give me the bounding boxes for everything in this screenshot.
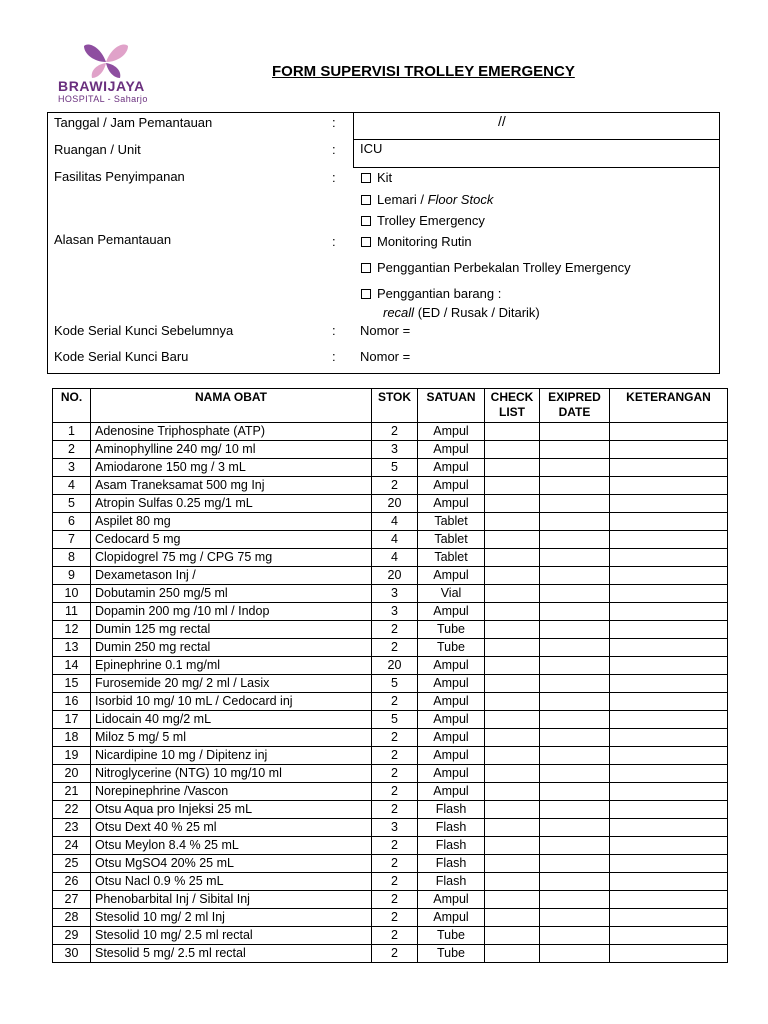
cell-checklist[interactable] bbox=[485, 927, 540, 945]
cell-unit: Ampul bbox=[418, 729, 485, 747]
cell-notes[interactable] bbox=[610, 891, 728, 909]
cell-expired-date[interactable] bbox=[540, 603, 610, 621]
col-header-stock: STOK bbox=[372, 389, 418, 423]
table-row bbox=[53, 783, 728, 801]
new-key-label: Kode Serial Kunci Baru bbox=[54, 349, 189, 364]
cell-notes[interactable] bbox=[610, 855, 728, 873]
cell-drug-name: Aspilet 80 mg bbox=[91, 513, 372, 531]
col-header-unit: SATUAN bbox=[418, 389, 485, 423]
cell-drug-name: Stesolid 10 mg/ 2 ml Inj bbox=[91, 909, 372, 927]
cell-notes[interactable] bbox=[610, 459, 728, 477]
cell-unit: Ampul bbox=[418, 603, 485, 621]
table-row bbox=[53, 819, 728, 837]
checkbox-icon[interactable] bbox=[361, 289, 371, 299]
cell-drug-name: Aminophylline 240 mg/ 10 ml bbox=[91, 441, 372, 459]
logo-name: BRAWIJAYA bbox=[58, 78, 145, 94]
table-row bbox=[53, 927, 728, 945]
cell-no: 26 bbox=[53, 873, 91, 891]
cell-expired-date[interactable] bbox=[540, 819, 610, 837]
checkbox-icon[interactable] bbox=[361, 216, 371, 226]
table-row bbox=[53, 585, 728, 603]
table-header-row bbox=[53, 389, 728, 423]
room-field[interactable]: ICU bbox=[360, 141, 383, 156]
cell-expired-date[interactable] bbox=[540, 567, 610, 585]
cell-notes[interactable] bbox=[610, 801, 728, 819]
table-row bbox=[53, 639, 728, 657]
cell-drug-name: Furosemide 20 mg/ 2 ml / Lasix bbox=[91, 675, 372, 693]
cell-notes[interactable] bbox=[610, 783, 728, 801]
cell-stock: 2 bbox=[372, 837, 418, 855]
cell-stock: 2 bbox=[372, 693, 418, 711]
cell-unit: Ampul bbox=[418, 441, 485, 459]
cell-unit: Ampul bbox=[418, 765, 485, 783]
option-label: Kit bbox=[377, 170, 393, 185]
cell-expired-date[interactable] bbox=[540, 837, 610, 855]
cell-unit: Tube bbox=[418, 621, 485, 639]
room-label: Ruangan / Unit bbox=[54, 142, 141, 157]
cell-checklist[interactable] bbox=[485, 513, 540, 531]
cell-stock: 2 bbox=[372, 801, 418, 819]
option-label: Trolley Emergency bbox=[377, 213, 485, 228]
table-row bbox=[53, 711, 728, 729]
table-row bbox=[53, 675, 728, 693]
cell-checklist[interactable] bbox=[485, 639, 540, 657]
table-row bbox=[53, 567, 728, 585]
cell-expired-date[interactable] bbox=[540, 765, 610, 783]
table-row bbox=[53, 837, 728, 855]
cell-stock: 3 bbox=[372, 585, 418, 603]
option-label: Monitoring Rutin bbox=[377, 234, 472, 249]
cell-stock: 4 bbox=[372, 513, 418, 531]
cell-stock: 2 bbox=[372, 765, 418, 783]
checkbox-icon[interactable] bbox=[361, 263, 371, 273]
cell-no: 30 bbox=[53, 945, 91, 963]
cell-notes[interactable] bbox=[610, 549, 728, 567]
cell-checklist[interactable] bbox=[485, 549, 540, 567]
cell-checklist[interactable] bbox=[485, 693, 540, 711]
cell-unit: Ampul bbox=[418, 711, 485, 729]
cell-stock: 2 bbox=[372, 909, 418, 927]
cell-expired-date[interactable] bbox=[540, 693, 610, 711]
cell-checklist[interactable] bbox=[485, 423, 540, 441]
cell-expired-date[interactable] bbox=[540, 621, 610, 639]
cell-expired-date[interactable] bbox=[540, 783, 610, 801]
cell-notes[interactable] bbox=[610, 927, 728, 945]
cell-no: 10 bbox=[53, 585, 91, 603]
cell-drug-name: Phenobarbital Inj / Sibital Inj bbox=[91, 891, 372, 909]
cell-drug-name: Otsu Nacl 0.9 % 25 mL bbox=[91, 873, 372, 891]
cell-drug-name: Dumin 125 mg rectal bbox=[91, 621, 372, 639]
cell-checklist[interactable] bbox=[485, 495, 540, 513]
cell-checklist[interactable] bbox=[485, 603, 540, 621]
cell-checklist[interactable] bbox=[485, 531, 540, 549]
col-header-expired: EXIPRED DATE bbox=[540, 389, 610, 423]
reason-option-goods[interactable] bbox=[361, 286, 501, 301]
cell-checklist[interactable] bbox=[485, 765, 540, 783]
cell-unit: Ampul bbox=[418, 459, 485, 477]
cell-notes[interactable] bbox=[610, 639, 728, 657]
cell-expired-date[interactable] bbox=[540, 513, 610, 531]
cell-unit: Tablet bbox=[418, 513, 485, 531]
cell-checklist[interactable] bbox=[485, 729, 540, 747]
cell-stock: 2 bbox=[372, 729, 418, 747]
cell-no: 17 bbox=[53, 711, 91, 729]
cell-stock: 2 bbox=[372, 639, 418, 657]
recall-note bbox=[383, 305, 540, 320]
table-row bbox=[53, 909, 728, 927]
cell-checklist[interactable] bbox=[485, 621, 540, 639]
cell-no: 8 bbox=[53, 549, 91, 567]
col-header-name: NAMA OBAT bbox=[91, 389, 372, 423]
cell-no: 21 bbox=[53, 783, 91, 801]
reason-option-replacement[interactable] bbox=[361, 260, 631, 275]
cell-no: 22 bbox=[53, 801, 91, 819]
cell-notes[interactable] bbox=[610, 945, 728, 963]
cell-drug-name: Dopamin 200 mg /10 ml / Indop bbox=[91, 603, 372, 621]
butterfly-logo-icon bbox=[82, 42, 130, 80]
cell-notes[interactable] bbox=[610, 819, 728, 837]
cell-no: 27 bbox=[53, 891, 91, 909]
table-row bbox=[53, 423, 728, 441]
cell-stock: 5 bbox=[372, 711, 418, 729]
cell-unit: Tube bbox=[418, 927, 485, 945]
cell-unit: Ampul bbox=[418, 657, 485, 675]
colon: : bbox=[332, 323, 336, 338]
cell-expired-date[interactable] bbox=[540, 945, 610, 963]
cell-unit: Flash bbox=[418, 837, 485, 855]
col-header-checklist: CHECK LIST bbox=[485, 389, 540, 423]
cell-notes[interactable] bbox=[610, 729, 728, 747]
cell-stock: 20 bbox=[372, 495, 418, 513]
reason-label: Alasan Pemantauan bbox=[54, 232, 172, 247]
cell-unit: Flash bbox=[418, 855, 485, 873]
col-header-no: NO. bbox=[53, 389, 91, 423]
option-label-italic: Floor Stock bbox=[427, 192, 494, 207]
cell-notes[interactable] bbox=[610, 765, 728, 783]
cell-stock: 20 bbox=[372, 567, 418, 585]
cell-drug-name: Miloz 5 mg/ 5 ml bbox=[91, 729, 372, 747]
table-row bbox=[53, 513, 728, 531]
cell-notes[interactable] bbox=[610, 423, 728, 441]
cell-expired-date[interactable] bbox=[540, 855, 610, 873]
cell-checklist[interactable] bbox=[485, 567, 540, 585]
cell-notes[interactable] bbox=[610, 675, 728, 693]
cell-notes[interactable] bbox=[610, 747, 728, 765]
reason-option-routine[interactable] bbox=[361, 234, 472, 249]
date-label: Tanggal / Jam Pemantauan bbox=[54, 115, 213, 130]
cell-unit: Tube bbox=[418, 945, 485, 963]
cell-expired-date[interactable] bbox=[540, 711, 610, 729]
cell-unit: Flash bbox=[418, 801, 485, 819]
cell-no: 16 bbox=[53, 693, 91, 711]
cell-notes[interactable] bbox=[610, 621, 728, 639]
cell-stock: 2 bbox=[372, 783, 418, 801]
cell-checklist[interactable] bbox=[485, 891, 540, 909]
cell-notes[interactable] bbox=[610, 531, 728, 549]
cell-drug-name: Isorbid 10 mg/ 10 mL / Cedocard inj bbox=[91, 693, 372, 711]
storage-option-trolley[interactable] bbox=[361, 213, 485, 228]
cell-checklist[interactable] bbox=[485, 909, 540, 927]
checkbox-icon[interactable] bbox=[361, 237, 371, 247]
table-row bbox=[53, 657, 728, 675]
cell-drug-name: Amiodarone 150 mg / 3 mL bbox=[91, 459, 372, 477]
cell-expired-date[interactable] bbox=[540, 639, 610, 657]
cell-checklist[interactable] bbox=[485, 711, 540, 729]
cell-drug-name: Otsu MgSO4 20% 25 mL bbox=[91, 855, 372, 873]
cell-expired-date[interactable] bbox=[540, 675, 610, 693]
cell-drug-name: Dobutamin 250 mg/5 ml bbox=[91, 585, 372, 603]
cell-stock: 5 bbox=[372, 675, 418, 693]
cell-no: 1 bbox=[53, 423, 91, 441]
cell-notes[interactable] bbox=[610, 603, 728, 621]
cell-expired-date[interactable] bbox=[540, 477, 610, 495]
cell-notes[interactable] bbox=[610, 585, 728, 603]
cell-drug-name: Nicardipine 10 mg / Dipitenz inj bbox=[91, 747, 372, 765]
table-row bbox=[53, 747, 728, 765]
cell-expired-date[interactable] bbox=[540, 531, 610, 549]
cell-notes[interactable] bbox=[610, 873, 728, 891]
cell-stock: 2 bbox=[372, 891, 418, 909]
cell-drug-name: Otsu Dext 40 % 25 ml bbox=[91, 819, 372, 837]
cell-expired-date[interactable] bbox=[540, 729, 610, 747]
cell-no: 23 bbox=[53, 819, 91, 837]
cell-stock: 2 bbox=[372, 423, 418, 441]
cell-checklist[interactable] bbox=[485, 657, 540, 675]
cell-no: 25 bbox=[53, 855, 91, 873]
cell-checklist[interactable] bbox=[485, 801, 540, 819]
cell-stock: 3 bbox=[372, 441, 418, 459]
cell-no: 29 bbox=[53, 927, 91, 945]
cell-notes[interactable] bbox=[610, 909, 728, 927]
cell-stock: 2 bbox=[372, 927, 418, 945]
cell-expired-date[interactable] bbox=[540, 423, 610, 441]
cell-stock: 2 bbox=[372, 477, 418, 495]
cell-drug-name: Epinephrine 0.1 mg/ml bbox=[91, 657, 372, 675]
cell-drug-name: Dexametason Inj / bbox=[91, 567, 372, 585]
cell-drug-name: Clopidogrel 75 mg / CPG 75 mg bbox=[91, 549, 372, 567]
cell-stock: 2 bbox=[372, 873, 418, 891]
table-row bbox=[53, 621, 728, 639]
cell-drug-name: Asam Traneksamat 500 mg Inj bbox=[91, 477, 372, 495]
col-header-notes: KETERANGAN bbox=[610, 389, 728, 423]
cell-stock: 4 bbox=[372, 549, 418, 567]
cell-expired-date[interactable] bbox=[540, 657, 610, 675]
option-label: Penggantian barang : bbox=[377, 286, 502, 301]
cell-no: 28 bbox=[53, 909, 91, 927]
cell-unit: Tablet bbox=[418, 531, 485, 549]
cell-no: 7 bbox=[53, 531, 91, 549]
cell-checklist[interactable] bbox=[485, 747, 540, 765]
cell-no: 9 bbox=[53, 567, 91, 585]
colon: : bbox=[332, 234, 336, 249]
colon: : bbox=[332, 170, 336, 185]
cell-expired-date[interactable] bbox=[540, 459, 610, 477]
cell-notes[interactable] bbox=[610, 711, 728, 729]
cell-stock: 4 bbox=[372, 531, 418, 549]
divider bbox=[353, 139, 720, 140]
table-row bbox=[53, 801, 728, 819]
cell-stock: 2 bbox=[372, 945, 418, 963]
recall-rest: (ED / Rusak / Ditarik) bbox=[414, 305, 540, 320]
cell-drug-name: Lidocain 40 mg/2 mL bbox=[91, 711, 372, 729]
table-row bbox=[53, 441, 728, 459]
cell-no: 12 bbox=[53, 621, 91, 639]
cell-unit: Flash bbox=[418, 873, 485, 891]
cell-expired-date[interactable] bbox=[540, 585, 610, 603]
cell-stock: 20 bbox=[372, 657, 418, 675]
cell-drug-name: Nitroglycerine (NTG) 10 mg/10 ml bbox=[91, 765, 372, 783]
table-row bbox=[53, 873, 728, 891]
cell-no: 24 bbox=[53, 837, 91, 855]
cell-no: 6 bbox=[53, 513, 91, 531]
colon: : bbox=[332, 349, 336, 364]
cell-drug-name: Atropin Sulfas 0.25 mg/1 mL bbox=[91, 495, 372, 513]
table-row bbox=[53, 945, 728, 963]
cell-checklist[interactable] bbox=[485, 945, 540, 963]
storage-label: Fasilitas Penyimpanan bbox=[54, 169, 185, 184]
cell-drug-name: Cedocard 5 mg bbox=[91, 531, 372, 549]
cell-stock: 3 bbox=[372, 603, 418, 621]
cell-notes[interactable] bbox=[610, 441, 728, 459]
cell-checklist[interactable] bbox=[485, 585, 540, 603]
cell-checklist[interactable] bbox=[485, 441, 540, 459]
cell-drug-name: Otsu Aqua pro Injeksi 25 mL bbox=[91, 801, 372, 819]
cell-checklist[interactable] bbox=[485, 477, 540, 495]
cell-no: 14 bbox=[53, 657, 91, 675]
cell-no: 4 bbox=[53, 477, 91, 495]
cell-no: 13 bbox=[53, 639, 91, 657]
cell-drug-name: Adenosine Triphosphate (ATP) bbox=[91, 423, 372, 441]
cell-no: 3 bbox=[53, 459, 91, 477]
colon: : bbox=[332, 115, 336, 130]
table-row bbox=[53, 459, 728, 477]
option-label: Lemari / bbox=[377, 192, 428, 207]
cell-unit: Vial bbox=[418, 585, 485, 603]
cell-checklist[interactable] bbox=[485, 855, 540, 873]
cell-expired-date[interactable] bbox=[540, 891, 610, 909]
cell-unit: Ampul bbox=[418, 477, 485, 495]
cell-checklist[interactable] bbox=[485, 675, 540, 693]
cell-expired-date[interactable] bbox=[540, 801, 610, 819]
cell-unit: Tablet bbox=[418, 549, 485, 567]
prev-key-field[interactable]: Nomor = bbox=[360, 323, 411, 338]
cell-expired-date[interactable] bbox=[540, 873, 610, 891]
cell-notes[interactable] bbox=[610, 513, 728, 531]
table-body bbox=[53, 423, 728, 963]
cell-stock: 2 bbox=[372, 855, 418, 873]
cell-unit: Ampul bbox=[418, 891, 485, 909]
table-row bbox=[53, 531, 728, 549]
date-field[interactable]: // bbox=[498, 113, 506, 129]
cell-unit: Ampul bbox=[418, 747, 485, 765]
cell-drug-name: Stesolid 5 mg/ 2.5 ml rectal bbox=[91, 945, 372, 963]
table-row bbox=[53, 729, 728, 747]
cell-unit: Ampul bbox=[418, 495, 485, 513]
cell-unit: Ampul bbox=[418, 675, 485, 693]
colon: : bbox=[332, 142, 336, 157]
option-label: Penggantian Perbekalan Trolley Emergency bbox=[377, 260, 631, 275]
cell-notes[interactable] bbox=[610, 567, 728, 585]
cell-expired-date[interactable] bbox=[540, 495, 610, 513]
cell-checklist[interactable] bbox=[485, 837, 540, 855]
cell-unit: Flash bbox=[418, 819, 485, 837]
cell-drug-name: Norepinephrine /Vascon bbox=[91, 783, 372, 801]
cell-checklist[interactable] bbox=[485, 783, 540, 801]
cell-no: 5 bbox=[53, 495, 91, 513]
page-title: FORM SUPERVISI TROLLEY EMERGENCY bbox=[272, 63, 575, 80]
table-row bbox=[53, 603, 728, 621]
cell-notes[interactable] bbox=[610, 693, 728, 711]
logo-subtitle: HOSPITAL - Saharjo bbox=[58, 94, 148, 104]
cell-unit: Ampul bbox=[418, 567, 485, 585]
cell-no: 15 bbox=[53, 675, 91, 693]
divider bbox=[353, 113, 354, 168]
checkbox-icon[interactable] bbox=[361, 195, 371, 205]
cell-no: 2 bbox=[53, 441, 91, 459]
cell-drug-name: Dumin 250 mg rectal bbox=[91, 639, 372, 657]
cell-checklist[interactable] bbox=[485, 819, 540, 837]
cell-no: 11 bbox=[53, 603, 91, 621]
cell-checklist[interactable] bbox=[485, 873, 540, 891]
cell-expired-date[interactable] bbox=[540, 441, 610, 459]
cell-drug-name: Stesolid 10 mg/ 2.5 ml rectal bbox=[91, 927, 372, 945]
table-row bbox=[53, 477, 728, 495]
divider bbox=[353, 167, 720, 168]
cell-drug-name: Otsu Meylon 8.4 % 25 mL bbox=[91, 837, 372, 855]
recall-italic: recall bbox=[383, 305, 415, 320]
cell-notes[interactable] bbox=[610, 477, 728, 495]
table-row bbox=[53, 765, 728, 783]
prev-key-label: Kode Serial Kunci Sebelumnya bbox=[54, 323, 234, 338]
cell-unit: Ampul bbox=[418, 783, 485, 801]
new-key-field[interactable]: Nomor = bbox=[360, 349, 411, 364]
cell-expired-date[interactable] bbox=[540, 927, 610, 945]
cell-stock: 5 bbox=[372, 459, 418, 477]
cell-stock: 3 bbox=[372, 819, 418, 837]
cell-checklist[interactable] bbox=[485, 459, 540, 477]
checkbox-icon[interactable] bbox=[361, 173, 371, 183]
cell-expired-date[interactable] bbox=[540, 549, 610, 567]
cell-unit: Ampul bbox=[418, 693, 485, 711]
table-row bbox=[53, 891, 728, 909]
cell-no: 19 bbox=[53, 747, 91, 765]
cell-expired-date[interactable] bbox=[540, 909, 610, 927]
cell-expired-date[interactable] bbox=[540, 747, 610, 765]
table-row bbox=[53, 693, 728, 711]
cell-unit: Ampul bbox=[418, 909, 485, 927]
cell-unit: Ampul bbox=[418, 423, 485, 441]
table-row bbox=[53, 549, 728, 567]
cell-stock: 2 bbox=[372, 747, 418, 765]
cell-notes[interactable] bbox=[610, 657, 728, 675]
cell-no: 20 bbox=[53, 765, 91, 783]
storage-option-lemari[interactable] bbox=[361, 192, 493, 207]
cell-unit: Tube bbox=[418, 639, 485, 657]
cell-notes[interactable] bbox=[610, 837, 728, 855]
cell-stock: 2 bbox=[372, 621, 418, 639]
cell-no: 18 bbox=[53, 729, 91, 747]
medication-table bbox=[52, 388, 728, 963]
table-row bbox=[53, 495, 728, 513]
storage-option-kit[interactable] bbox=[361, 170, 392, 185]
cell-notes[interactable] bbox=[610, 495, 728, 513]
table-row bbox=[53, 855, 728, 873]
